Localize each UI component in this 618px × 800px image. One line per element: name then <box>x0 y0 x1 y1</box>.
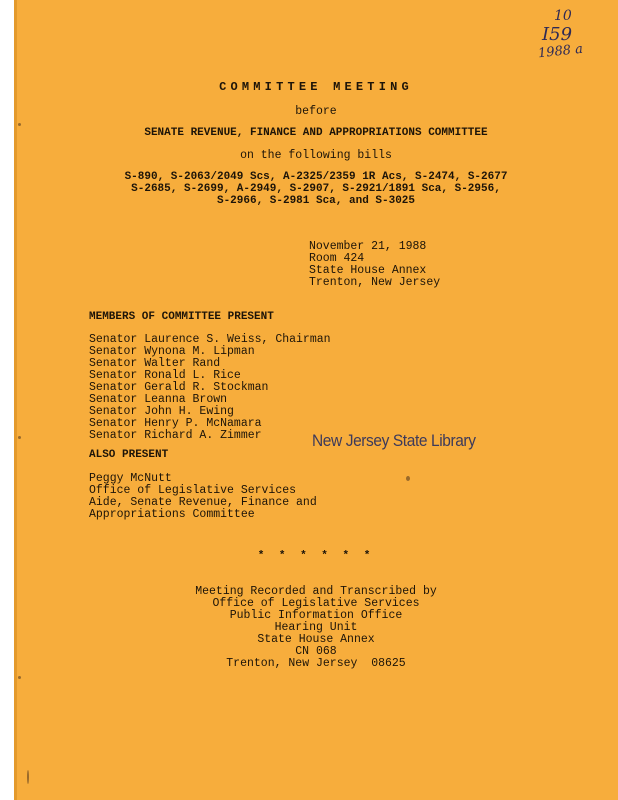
also-present-line: Appropriations Committee <box>89 508 255 521</box>
paper-speck <box>27 770 29 784</box>
paper-speck <box>18 123 21 126</box>
paper-speck <box>406 476 410 481</box>
document-page <box>14 0 618 800</box>
meeting-info <box>309 241 440 289</box>
also-present-line: Office of Legislative Services <box>89 484 297 497</box>
member-item: Senator Laurence S. Weiss, Chairman <box>89 333 331 346</box>
members-heading: MEMBERS OF COMMITTEE PRESENT <box>89 311 274 323</box>
member-item: Senator Richard A. Zimmer <box>89 429 262 442</box>
handwritten-note-line3: 1988 a <box>537 41 584 62</box>
footer-line: State House Annex <box>257 633 375 646</box>
bills-line: S-2685, S-2699, A-2949, S-2907, S-2921/1891 Sca, S-2956, <box>131 183 501 195</box>
handwritten-note-line1: 10 <box>554 8 572 24</box>
meeting-room: Room 424 <box>309 252 365 265</box>
footer-line: CN 068 <box>295 645 337 658</box>
committee-name: SENATE REVENUE, FINANCE AND APPROPRIATIONS COMMITTEE <box>144 127 488 139</box>
member-item: Senator Gerald R. Stockman <box>89 381 269 394</box>
page-edge <box>14 0 17 800</box>
member-item: Senator John H. Ewing <box>89 405 234 418</box>
meeting-city: Trenton, New Jersey <box>309 276 441 289</box>
also-present-line: Peggy McNutt <box>89 472 172 485</box>
footer-line: Trenton, New Jersey 08625 <box>226 657 406 670</box>
paper-speck <box>18 436 21 439</box>
handwritten-note-line2: I59 <box>542 24 573 45</box>
also-present-list <box>89 473 317 521</box>
separator-stars: * * * * * * <box>257 550 375 562</box>
paper-speck <box>18 676 21 679</box>
meeting-date: November 21, 1988 <box>309 240 427 253</box>
member-item: Senator Ronald L. Rice <box>89 369 241 382</box>
bills-line: S-890, S-2063/2049 Scs, A-2325/2359 1R Acs, S-2474, S-2677 <box>124 171 508 183</box>
document-title: COMMITTEE MEETING <box>219 80 413 94</box>
meeting-building: State House Annex <box>309 264 427 277</box>
member-item: Senator Leanna Brown <box>89 393 228 406</box>
library-stamp: New Jersey State Library <box>312 432 476 451</box>
also-present-line: Aide, Senate Revenue, Finance and <box>89 496 317 509</box>
bills-line: S-2966, S-2981 Sca, and S-3025 <box>216 195 416 207</box>
member-item: Senator Wynona M. Lipman <box>89 345 255 358</box>
footer-line: Hearing Unit <box>274 621 358 634</box>
member-item: Senator Henry P. McNamara <box>89 417 262 430</box>
member-item: Senator Walter Rand <box>89 357 221 370</box>
footer-line: Public Information Office <box>229 609 403 622</box>
footer-line: Office of Legislative Services <box>212 597 420 610</box>
before-label: before <box>295 105 337 118</box>
also-present-heading: ALSO PRESENT <box>89 449 169 461</box>
members-list <box>89 334 331 442</box>
footer-line: Meeting Recorded and Transcribed by <box>195 585 437 598</box>
bills-intro: on the following bills <box>240 149 392 162</box>
